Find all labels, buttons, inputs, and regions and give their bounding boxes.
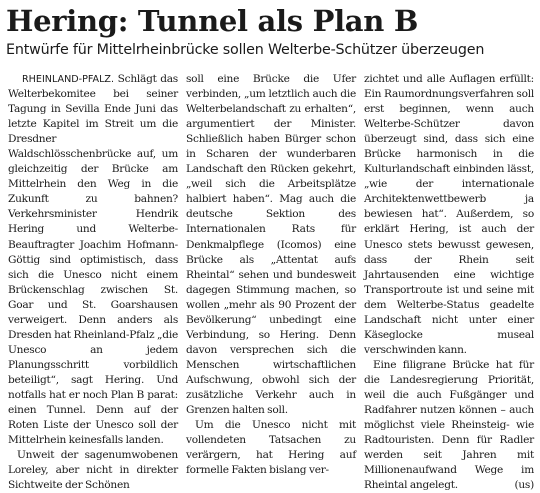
paragraph: zichtet und alle Auflagen erfüllt: Ein Raumordnungsverfahren soll erst beginnen, wenn auch Welterbe-Schützer davon überzeugt sind, dass sich eine Brücke harmonisch in die Kulturlandschaft einbinden lässt, „wie der internationale Architektenwettbewerb ja bewiesen hat“. Außerdem, so erklärt Hering, ist auch der Unesco stets bewusst gewesen, dass der Rhein seit Jahrtausenden eine wichtige Transportroute ist und seine mit dem Welterbe-Status geadelte Landschaft nicht unter einer Käseglocke museal verschwinden kann. [364,73,534,356]
paragraph [8,72,178,448]
paragraph-text: Eine filigrane Brücke hat für die Landesregierung Priorität, weil die auch Fußgänger und Radfahrer nutzen können – auch möglichst viele Rheinsteig- wie Radtouristen. Denn für Radler werden seit Jahren mit Millionenaufwand Wege im Rheintal angelegt. [364,358,534,492]
article-body [8,72,534,493]
column-1 [8,72,178,493]
author-signature: (us) [514,479,534,492]
paragraph: Um die Unesco nicht mit vollendeten Tatsachen zu verärgern, hat Hering auf formelle Fakten bislang ver- [186,419,356,477]
subheadline: Entwürfe für Mittelrheinbrücke sollen Welterbe-Schützer überzeugen [6,42,485,58]
paragraph: soll eine Brücke die Ufer verbinden, „um letztlich auch die Welterbelandschaft zu erhalten“, argumentiert der Minister. Schließlich haben Bürger schon in Scharen der wunderbaren Landschaft den Rücken gekehrt, „weil sich die Arbeitsplätze halbiert haben“. Mag auch die deutsche Sektion des Internationalen Rats für Denkmalpflege (Icomos) eine Brücke als „Attentat aufs Rheintal“ sehen und bundesweit dagegen Stimmung machen, so wollen „mehr als 90 Prozent der Bevölkerung“ unbedingt eine Verbindung, so Hering. Denn davon versprechen sich die Menschen wirtschaftlichen Aufschwung, obwohl sich der zusätzliche Verkehr auch in Grenzen halten soll. [186,73,356,417]
column-3 [364,72,534,493]
dateline: RHEINLAND-PFALZ. [22,74,115,85]
paragraph [364,358,534,493]
paragraph-text: Schlägt das Welterbekomitee bei seiner Tagung in Sevilla Ende Juni das letzte Kapitel im Streit um die Dresdner Waldschlösschenbrücke auf, um gleichzeitig der Brücke am Mittelrhein den Weg in die Zukunft zu bahnen? Verkehrsminister Hendrik Hering und Welterbe-Beauftragter Joachim Hofmann-Göttig sind optimistisch, dass sich die Unesco nicht einem Brückenschlag zwischen St. Goar und St. Goarshausen verweigert. Denn anders als Dresden hat Rheinland-Pfalz „die Unesco an jedem Planungsschritt vorbildlich beteiligt“, sagt Hering. Und notfalls hat er noch Plan B parat: einen Tunnel. Denn auf der Roten Liste der Unesco soll der Mittelrhein keinesfalls landen. [8,73,178,447]
headline: Hering: Tunnel als Plan B [6,4,419,38]
column-2 [186,72,356,493]
paragraph: Unweit der sagenumwobenen Loreley, aber nicht in direkter Sichtweite der Schönen [8,449,178,492]
